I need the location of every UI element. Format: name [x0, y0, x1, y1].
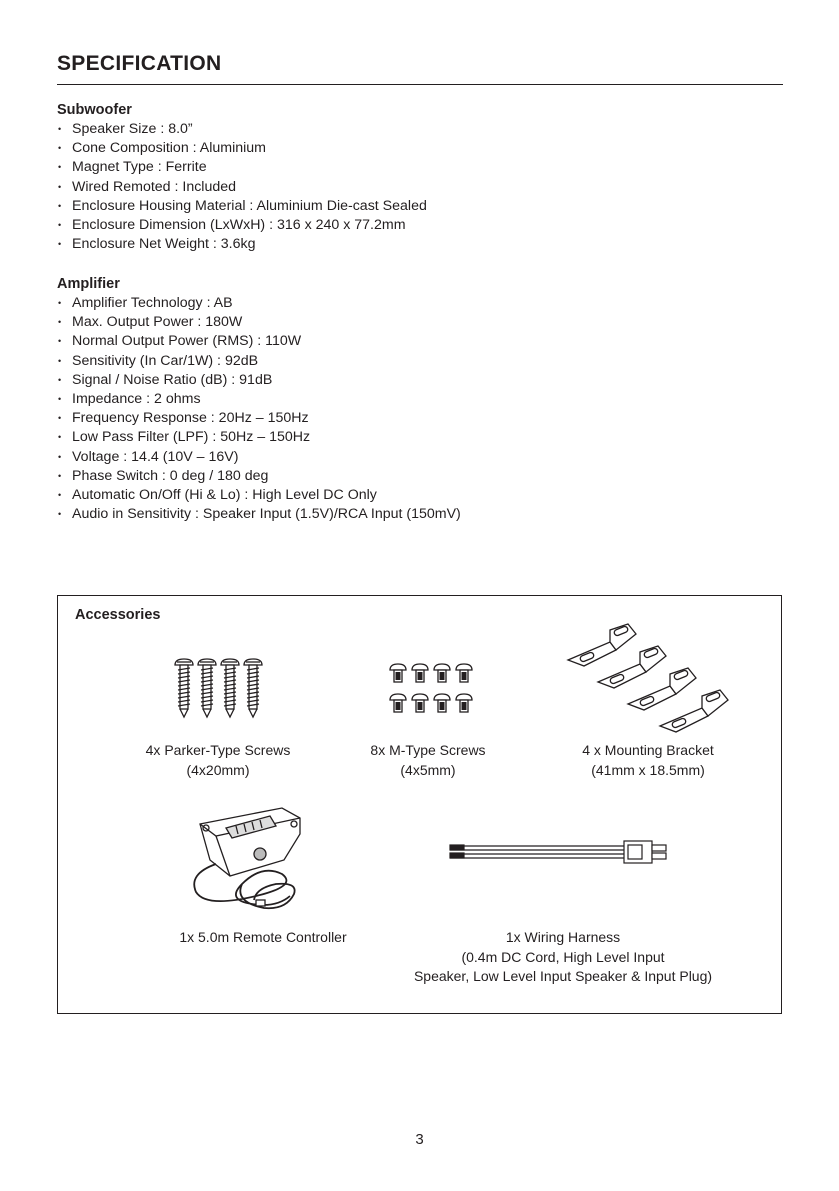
spec-item: • Magnet Type : Ferrite: [57, 158, 757, 177]
parker-screw-icon: [172, 656, 268, 720]
brackets-caption: [538, 741, 758, 780]
spec-item: • Sensitivity (In Car/1W) : 92dB: [57, 352, 757, 371]
caption-line: Speaker, Low Level Input Speaker & Input Plug): [413, 968, 713, 984]
spec-item: • Enclosure Net Weight : 3.6kg: [57, 235, 757, 254]
spec-item: • Enclosure Dimension (LxWxH) : 316 x 240 x 77.2mm: [57, 216, 757, 235]
wiring-harness-icon: [448, 836, 678, 870]
spec-item: • Speaker Size : 8.0”: [57, 120, 757, 139]
m-screw-icon: [388, 662, 478, 718]
subwoofer-heading: Subwoofer: [57, 102, 132, 118]
spec-item: • Wired Remoted : Included: [57, 178, 757, 197]
spec-item: • Impedance : 2 ohms: [57, 390, 757, 409]
spec-item: • Signal / Noise Ratio (dB) : 91dB: [57, 371, 757, 390]
amplifier-spec-list: [57, 294, 757, 524]
caption-line: 8x M-Type Screws: [370, 742, 486, 758]
caption-line: (4x5mm): [400, 761, 456, 778]
spec-item: • Enclosure Housing Material : Aluminium Die-cast Sealed: [57, 197, 757, 216]
spec-item: • Amplifier Technology : AB: [57, 294, 757, 313]
remote-controller-illustration: [186, 804, 316, 920]
wiring-harness-caption: [378, 928, 748, 987]
caption-line: 1x Wiring Harness: [505, 929, 621, 945]
parker-screws-illustration: [172, 656, 268, 720]
spec-item: • Voltage : 14.4 (10V – 16V): [57, 448, 757, 467]
subwoofer-section: [57, 101, 757, 254]
spec-item: • Low Pass Filter (LPF) : 50Hz – 150Hz: [57, 428, 757, 447]
caption-line: 4 x Mounting Bracket: [582, 742, 714, 758]
title-divider: [57, 84, 783, 85]
accessories-heading: Accessories: [75, 607, 161, 623]
spec-item: • Normal Output Power (RMS) : 110W: [57, 332, 757, 351]
accessories-box: [57, 595, 782, 1014]
caption-line: (41mm x 18.5mm): [591, 761, 705, 778]
amplifier-section: [57, 275, 757, 524]
page-title: SPECIFICATION: [57, 52, 222, 75]
caption-line: 4x Parker-Type Screws: [145, 742, 291, 758]
spec-item: • Frequency Response : 20Hz – 150Hz: [57, 409, 757, 428]
caption-line: (0.4m DC Cord, High Level Input: [461, 948, 665, 965]
mounting-bracket-icon: [558, 620, 748, 740]
caption-line: 1x 5.0m Remote Controller: [179, 929, 347, 945]
subwoofer-spec-list: [57, 120, 757, 254]
parker-screws-caption: [108, 741, 328, 780]
caption-line: (4x20mm): [186, 761, 250, 778]
spec-item: • Cone Composition : Aluminium: [57, 139, 757, 158]
spec-item: • Phase Switch : 0 deg / 180 deg: [57, 467, 757, 486]
amplifier-heading: Amplifier: [57, 276, 120, 292]
wiring-harness-illustration: [448, 836, 678, 870]
brackets-illustration: [558, 620, 748, 740]
m-screws-illustration: [388, 662, 478, 718]
spec-item: • Audio in Sensitivity : Speaker Input (1.5V)/RCA Input (150mV): [57, 505, 757, 524]
remote-controller-caption: [148, 928, 378, 948]
spec-item: • Max. Output Power : 180W: [57, 313, 757, 332]
remote-controller-icon: [186, 804, 316, 920]
spec-item: • Automatic On/Off (Hi & Lo) : High Level DC Only: [57, 486, 757, 505]
m-screws-caption: [318, 741, 538, 780]
page-number: 3: [415, 1131, 424, 1148]
